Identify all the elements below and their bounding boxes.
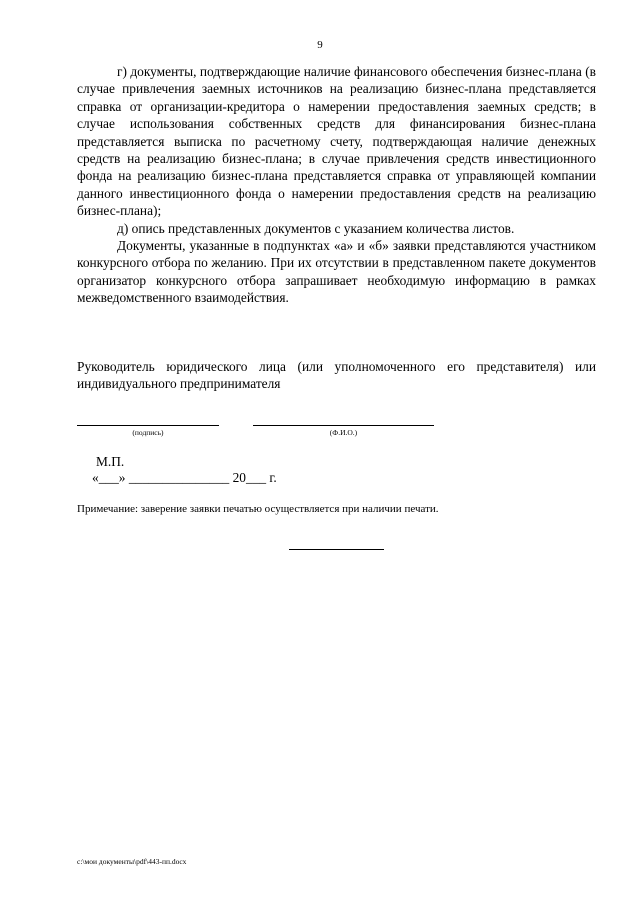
paragraph-g: г) документы, подтверждающие наличие финансового обеспечения бизнес-плана (в случае привлечения заемных источников на реализацию бизнес-плана представляется справка от организации-кредитора о намерении предоставления заемных средств; в случае использования собственных средств для финансирования бизнес-плана представляется выписка по расчетному счету, подтверждающая наличие денежных средств на реализацию бизнес-плана; в случае привлечения средств инвестиционного фонда на реализацию бизнес-плана представляется справка от управляющей компании данного инвестиционного фонда о намерении предоставления средств на реализацию бизнес-плана); xyxy=(77,64,596,219)
signatory-heading: Руководитель юридического лица (или уполномоченного его представителя) или индивидуального предпринимателя xyxy=(77,359,596,392)
footer-path: c:\мои документы\pdf\443-пп.docx xyxy=(77,857,187,866)
stamp-label: М.П. xyxy=(96,454,125,469)
body-text xyxy=(77,63,596,307)
note: Примечание: заверение заявки печатью осуществляется при наличии печати. xyxy=(77,503,439,515)
page-number: 9 xyxy=(317,39,323,51)
paragraph-d: д) опись представленных документов с указанием количества листов. xyxy=(117,220,515,236)
name-line xyxy=(253,425,434,426)
paragraph-documents: Документы, указанные в подпунктах «а» и «б» заявки представляются участником конкурсного отбора по желанию. При их отсутствии в представленном пакете документов организатор конкурсного отбора запрашивает необходимую информацию в рамках межведомственного взаимодействия. xyxy=(77,238,596,306)
end-divider xyxy=(289,549,384,550)
date-line: «___» _______________ 20___ г. xyxy=(92,470,277,485)
signature-line xyxy=(77,425,219,426)
name-caption: (Ф.И.О.) xyxy=(329,428,358,437)
signature-caption: (подпись) xyxy=(132,428,164,437)
